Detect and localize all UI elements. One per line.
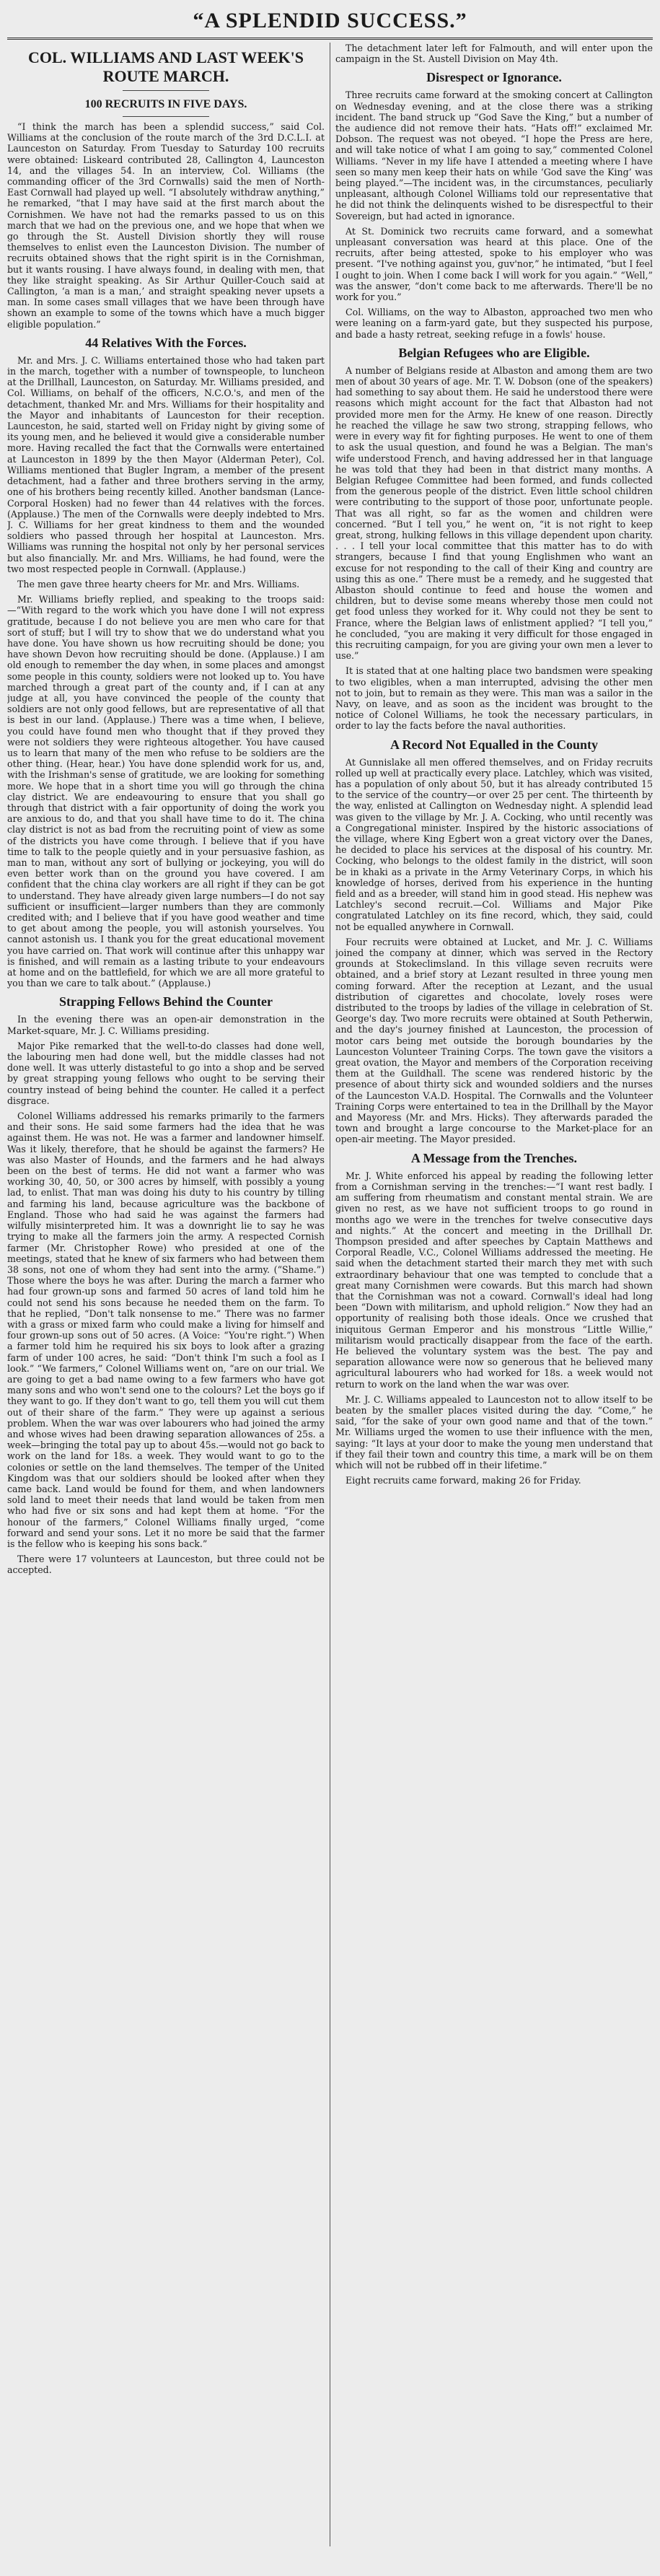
section-heading-trenches: A Message from the Trenches. (410, 1150, 578, 1165)
article-paragraph: Mr. J. C. Williams appealed to Launceston not to allow itself to be beaten by the smaller places visited during the day. “Come,” he said, “for the sake of your own good name and that of the town.” Mr. Williams urged the women to use their influence with the men, saying: “It lays at your door to make the young men understand that if they fail their town and country this time, a mark will be on them which will not be rubbed off in their lifetime.” (335, 1393, 653, 1471)
article-paragraph: Mr. and Mrs. J. C. Williams entertained those who had taken part in the march, together with a number of townspeople, to luncheon at the Drillhall, Launceston, on Saturday. Mr. Williams presided, and Col. Williams, on behalf of the officers, N.C.O.'s, and men of the detachment, thanked Mr. and Mrs. Williams for their hospitality and the Mayor and inhabitants of Launceston for their reception. Launceston, he said, started well on Friday night by giving some of its young men, and he believed it would give a considerable number more. Having recalled the fact that the Cornwalls were entertained at Launceston in 1899 by the then Mayor (Alderman Peter), Col. Williams mentioned that Bugler Ingram, a member of the present detachment, had a father and three brothers serving in the army, one of his brothers being recently killed. Another bandsman (Lance-Corporal Hosken) had no fewer than 44 relatives with the forces. (Applause.) The men of the Cornwalls were deeply indebted to Mrs. J. C. Williams for her great kindness to them and the wounded soldiers who passed through her hospital at Launceston. Mrs. Williams was running the hospital not only by her personal services but also financially. Mr. and Mrs. Williams, he had found, were the two most respected people in Cornwall. (Applause.) (7, 354, 325, 574)
section-heading-record: A Record Not Equalled in the County (390, 737, 599, 752)
article-paragraph: Four recruits were obtained at Lucket, and Mr. J. C. Williams joined the company at dinner, which was served in the Rectory grounds at Stokeclimsland. In this village seven recruits were obtained, and a brief story at Lezant resulted in three young men coming forward. After the reception at Lezant, and the usual distribution of cigarettes and chocolate, lovely roses were distributed to the troops by ladies of the village in celebration of St. George's day. Two more recruits were obtained at South Petherwin, and the day's journey finished at Launceston, the procession of motor cars being met outside the borough boundaries by the Launceston Volunteer Training Corps. The town gave the visitors a great ovation, the Mayor and members of the Corporation receiving them at the Guildhall. The scene was rendered historic by the presence of about thirty sick and wounded soldiers and the nurses of the Launceston V.A.D. Hospital. The Cornwalls and the Volunteer Training Corps were entertained to tea in the Drillhall by the Mayor and Mayoress (Mr. and Mrs. Hicks). They afterwards paraded the town and brought a large concourse to the Market-place for an open-air meeting. The Mayor presided. (335, 936, 653, 1145)
article-paragraph: Colonel Williams addressed his remarks primarily to the farmers and their sons. He said some farmers had the idea that he was against them. He was not. He was a farmer and landowner himself. Was it likely, therefore, that he should be against the farmers? He was also Master of Hounds, and the farmers and he had always been on the best of terms. He did not want a farmer who was working 30, 40, 50, or 300 acres by himself, with possibly a young lad, to enlist. That man was doing his duty to his country by tilling and farming his land, because agriculture was the backbone of England. Those who had said he was against the farmers had wilfully misinterpreted him. It was a downright lie to say he was trying to make all the farmers join the army. A respected Cornish farmer (Mr. Christopher Rowe) who presided at one of the meetings, stated that he knew of six farmers who had between them 38 sons, not one of whom they had sent into the army. (“Shame.”) Those where the boys he was after. During the march a farmer who had four grown-up sons and farmed 50 acres of land told him he could not send his sons because he needed them on the farm. To that he replied, “Don't talk nonsense to me.” There was no farmer with a grass or mixed farm who could make a living for himself and four grown-up sons out of 50 acres. (A Voice: “You're right.”) When a farmer told him he required his six boys to look after a grazing farm of under 100 acres, he said: “Don't think I'm such a fool as I look.” “We farmers,” Colonel Williams went on, “are on our trial. We are going to get a bad name owing to a few farmers who have got many sons and who won't send one to the colours? Let the boys go if they want to go. If they don't want to go, tell them you will cut them out of their share of the farm.” They were up against a serious problem. When the war was over labourers who had joined the army and whose wives had been drawing separation allowances of 25s. a week—bringing the total pay up to about 45s.—would not go back to work on the land for 18s. a week. They would want to go to the colonies or settle on the land themselves. The temper of the United Kingdom was that our soldiers should be looked after when they came back. Land would be found for them, and when landowners sold land to meet their needs that land would be taken from men who had five or six sons and had kept them at home. “For the honour of the farmers,” Colonel Williams finally urged, “come forward and send your sons. Let it no more be said that the farmer is the fellow who is keeping his sons back.” (7, 1110, 325, 1549)
masthead-title: “A SPLENDID SUCCESS.” (193, 9, 467, 32)
article-paragraph: Eight recruits came forward, making 26 for Friday. (346, 1475, 581, 1486)
article-paragraph: In the evening there was an open-air demonstration in the Market-square, Mr. J. C. Williams presiding. (7, 1014, 325, 1036)
masthead (7, 9, 653, 33)
section-heading-disrespect: Disrespect or Ignorance. (426, 70, 562, 85)
intro-paragraph: “I think the march has been a splendid success,” said Col. Williams at the conclusion of the route march of the 3rd D.C.L.I. at Launceston on Saturday. From Tuesday to Saturday 100 recruits were obtained: Liskeard contributed 28, Callington 4, Launceston 14, and the villages 54. In an interview, Col. Williams (the commanding officer of the 3rd Cornwalls) said the men of North-East Cornwall had played up well. “I absolutely withdraw anything,” he remarked, “that I may have said at the first march about the Cornishmen. We have not had the remarks passed to us on this march that we had on the previous one, and we hope that when we go through the St. Austell Division shortly they will rouse themselves to enlist even the Launceston Division. The number of recruits obtained shows that the right spirit is in the Cornishman, but it wants rousing. I have always found, in dealing with men, that they like straight speaking. As Sir Arthur Quiller-Couch said at Callington, ‘a man is a man,’ and straight speaking never upsets a man. In some cases small villages that we have been through have shown an example to some of the towns which have a much bigger eligible population.” (7, 121, 325, 330)
article-paragraph: It is stated that at one halting place two bandsmen were speaking to two eligibles, when a man interrupted, advising the other men not to join, but to remain as they were. This man was a sailor in the Navy, on leave, and as soon as the incident was brought to the notice of Colonel Williams, he took the necessary particulars, in order to lay the facts before the naval authorities. (335, 665, 653, 732)
article-paragraph: Col. Williams, on the way to Albaston, approached two men who were leaning on a farm-yard gate, but they suspected his purpose, and bade a hasty retreat, seeking refuge in a fowls' house. (335, 307, 653, 340)
article-paragraph: At St. Dominick two recruits came forward, and a somewhat unpleasant conversation was heard at this place. One of the recruits, after being attested, spoke to his employer who was present. “I've nothing against you, guv'nor,” he intimated, “but I feel I ought to join. When I come back I will work for you again.” “Well,” was the answer, “don't come back to me afterwards. There'll be no work for you.” (335, 225, 653, 303)
article-paragraph: At Gunnislake all men offered themselves, and on Friday recruits rolled up well at practically every place. Latchley, which was visited, has a population of only about 50, but it has already contributed 15 to the service of the country—or over 25 per cent. The thirteenth by the way, enlisted at Callington on Wednesday night. A splendid lead was given to the village by Mr. J. A. Cocking, who until recently was a Congregational minister. Inspired by the historic associations of the village, where King Egbert won a great victory over the Danes, he decided to place his services at the disposal of his country. Mr. Cocking, who belongs to the oldest family in the district, will soon be in khaki as a private in the Army Veterinary Corps, in which his knowledge of horses, derived from his experience in the hunting field and as a breeder, will stand him in good stead. His nephew was Latchley's second recruit.—Col. Williams and Major Pike congratulated Latchley on its fine record, which, they said, could not be equalled anywhere in Cornwall. (335, 756, 653, 932)
article-paragraph: Mr. J. White enforced his appeal by reading the following letter from a Cornishman serving in the trenches:—“I want rest badly. I am suffering from rheumatism and constant mental strain. We are given no rest, as we have not sufficient troops to go round in months ago we were in the trenches for twelve consecutive days and nights.” At the concert and meeting in the Drillhall Dr. Thompson presided and after speeches by Captain Matthews and Corporal Readle, V.C., Colonel Williams addressed the meeting. He said when the detachment started their march they met with such extraordinary behaviour that one was tempted to conclude that a great many Cornishmen were cowards. But this march had shown that the Cornishman was not a coward. Cornwall's ideal had long been “Down with militarism, and uphold religion.” Now they had an opportunity of realising both those ideals. Once we crushed that iniquitous German Emperor and his monstrous “Little Willie,” militarism would practically disappear from the face of the earth. He believed the voluntary system was the best. The pay and separation allowance were now so generous that he believed many agricultural labourers who had worked for 18s. a week would not return to work on the land when the war was over. (335, 1170, 653, 1390)
headline-rule (123, 90, 209, 91)
columns (7, 43, 653, 2546)
article-paragraph: A number of Belgians reside at Albaston and among them are two men of about 30 years of age. Mr. T. W. Dobson (one of the speakers) had something to say about them. He said he understood there were reasons which might account for the fact that Albaston had not provided more men for the Army. He knew of one reason. Directly he reached the village he saw two strong, strapping fellows, who were in every way fit for fighting purposes. He went to one of them to ask the usual question, and found he was a Belgian. The man's wife understood French, and having addressed her in that language he was told that they had been in that district many months. A Belgian Refugee Committee had been formed, and funds collected from the generous people of the district. Even little school children were contributing to the support of those poor, unfortunate people. That was all right, so far as the women and children were concerned. “But I tell you,” he went on, “it is not right to keep great, strong, hulking fellows in this village dependent upon charity. . . . I tell your local committee that this matter has to do with strangers, because I find that young Englishmen who want an excuse for not responding to the call of their King and country are using this as one.” There must be a remedy, and he suggested that Albaston should continue to feed and house the women and children, but to devise some means whereby those men could not get food unless they worked for it. Why could not they be sent to France, where the Belgian laws of enlistment applied? “I tell you,” he concluded, “you are making it very difficult for those engaged in this recruiting campaign, for you are giving your own men a lever to use.” (335, 364, 653, 662)
subhead-rule (123, 116, 209, 117)
section-heading-relatives: 44 Relatives With the Forces. (85, 335, 247, 350)
headline-sub: 100 RECRUITS IN FIVE DAYS. (84, 98, 247, 110)
section-heading-strapping: Strapping Fellows Behind the Counter (58, 994, 273, 1009)
right-column (335, 43, 653, 2546)
article-paragraph: Mr. Williams briefly replied, and speaking to the troops said:—“With regard to the work which you have done I will not express gratitude, because I do not believe you are men who care for that sort of stuff; but I will try to show that we do understand what you have done. You have shown us how recruiting should be done; you have shown Devon how recruiting should be done. (Applause.) I am old enough to remember the day when, in some places and amongst some people in this county, soldiers were not looked up to. You have marched through a great part of the county and, if I can at any judge at all, you have convinced the people of the county that soldiers are not only good fellows, but are representative of all that is best in our land. (Applause.) There was a time when, I believe, you could have found men who thought that if they proved they were not soldiers they were righteous altogether. You have caused us to learn that many of the men who refuse to be soldiers are the other thing. (Hear, hear.) You have done splendid work for us, and, with the Irishman's sense of gratitude, we are looking for something more. We hope that in a short time you will go through the china clay district. We are endeavouring to ensure that you shall go through that district with a fair opportunity of doing the work you are anxious to do, and that you shall have time to do it. The china clay district is not as bad from the recruiting point of view as some of the districts you have come through. I believe that if you have time to talk to the people quietly and in your persuasive fashion, as man to man, without any sort of bullying or jockeying, you will do even better work than on the ground you have covered. I am confident that the china clay workers are all right if they can be got to understand. They have already given large numbers—I do not say sufficient or insufficient—larger numbers than they are commonly credited with; and I believe that if you have good weather and time to get about among the people, you will astonish yourselves. You cannot astonish us. I thank you for the great educational movement you have carried on. That work will continue after this unhappy war is finished, and will remain as a lasting tribute to your endeavours at home and on the battlefield, for which we are all more grateful to you than we care to talk about.” (Applause.) (7, 594, 325, 989)
article-paragraph: The men gave three hearty cheers for Mr. and Mrs. Williams. (17, 578, 300, 590)
left-column (7, 43, 325, 2546)
headline-main: COL. WILLIAMS AND LAST WEEK'S ROUTE MARCH. (27, 48, 304, 85)
section-heading-belgian: Belgian Refugees who are Eligible. (398, 345, 590, 360)
article-paragraph: There were 17 volunteers at Launceston, but three could not be accepted. (7, 1554, 325, 1576)
article-paragraph: Major Pike remarked that the well-to-do classes had done well, the labouring men had done well, but the middle classes had not done well. It was utterly distasteful to go into a shop and be served by great strapping young fellows who ought to be serving their country instead of being behind the counter. He called it a perfect disgrace. (7, 1040, 325, 1106)
masthead-rule (7, 38, 653, 40)
article-paragraph: The detachment later left for Falmouth, and will enter upon the campaign in the St. Austell Division on May 4th. (335, 43, 653, 65)
article-paragraph: Three recruits came forward at the smoking concert at Callington on Wednesday evening, and at the close there was a striking incident. The band struck up “God Save the King,” but a number of the audience did not remove their hats. “Hats off!” exclaimed Mr. Dobson. The request was not obeyed. “I hope the Press are here, and will take notice of what I am going to say,” commented Colonel Williams. “Never in my life have I attended a meeting where I have seen so many men keep their hats on while ‘God save the King’ was being played.”—The incident was, in the circumstances, peculiarly unpleasant, although Colonel Williams told our representative that he did not think the delinquents wished to be disrespectful to their Sovereign, but had acted in ignorance. (335, 89, 653, 222)
